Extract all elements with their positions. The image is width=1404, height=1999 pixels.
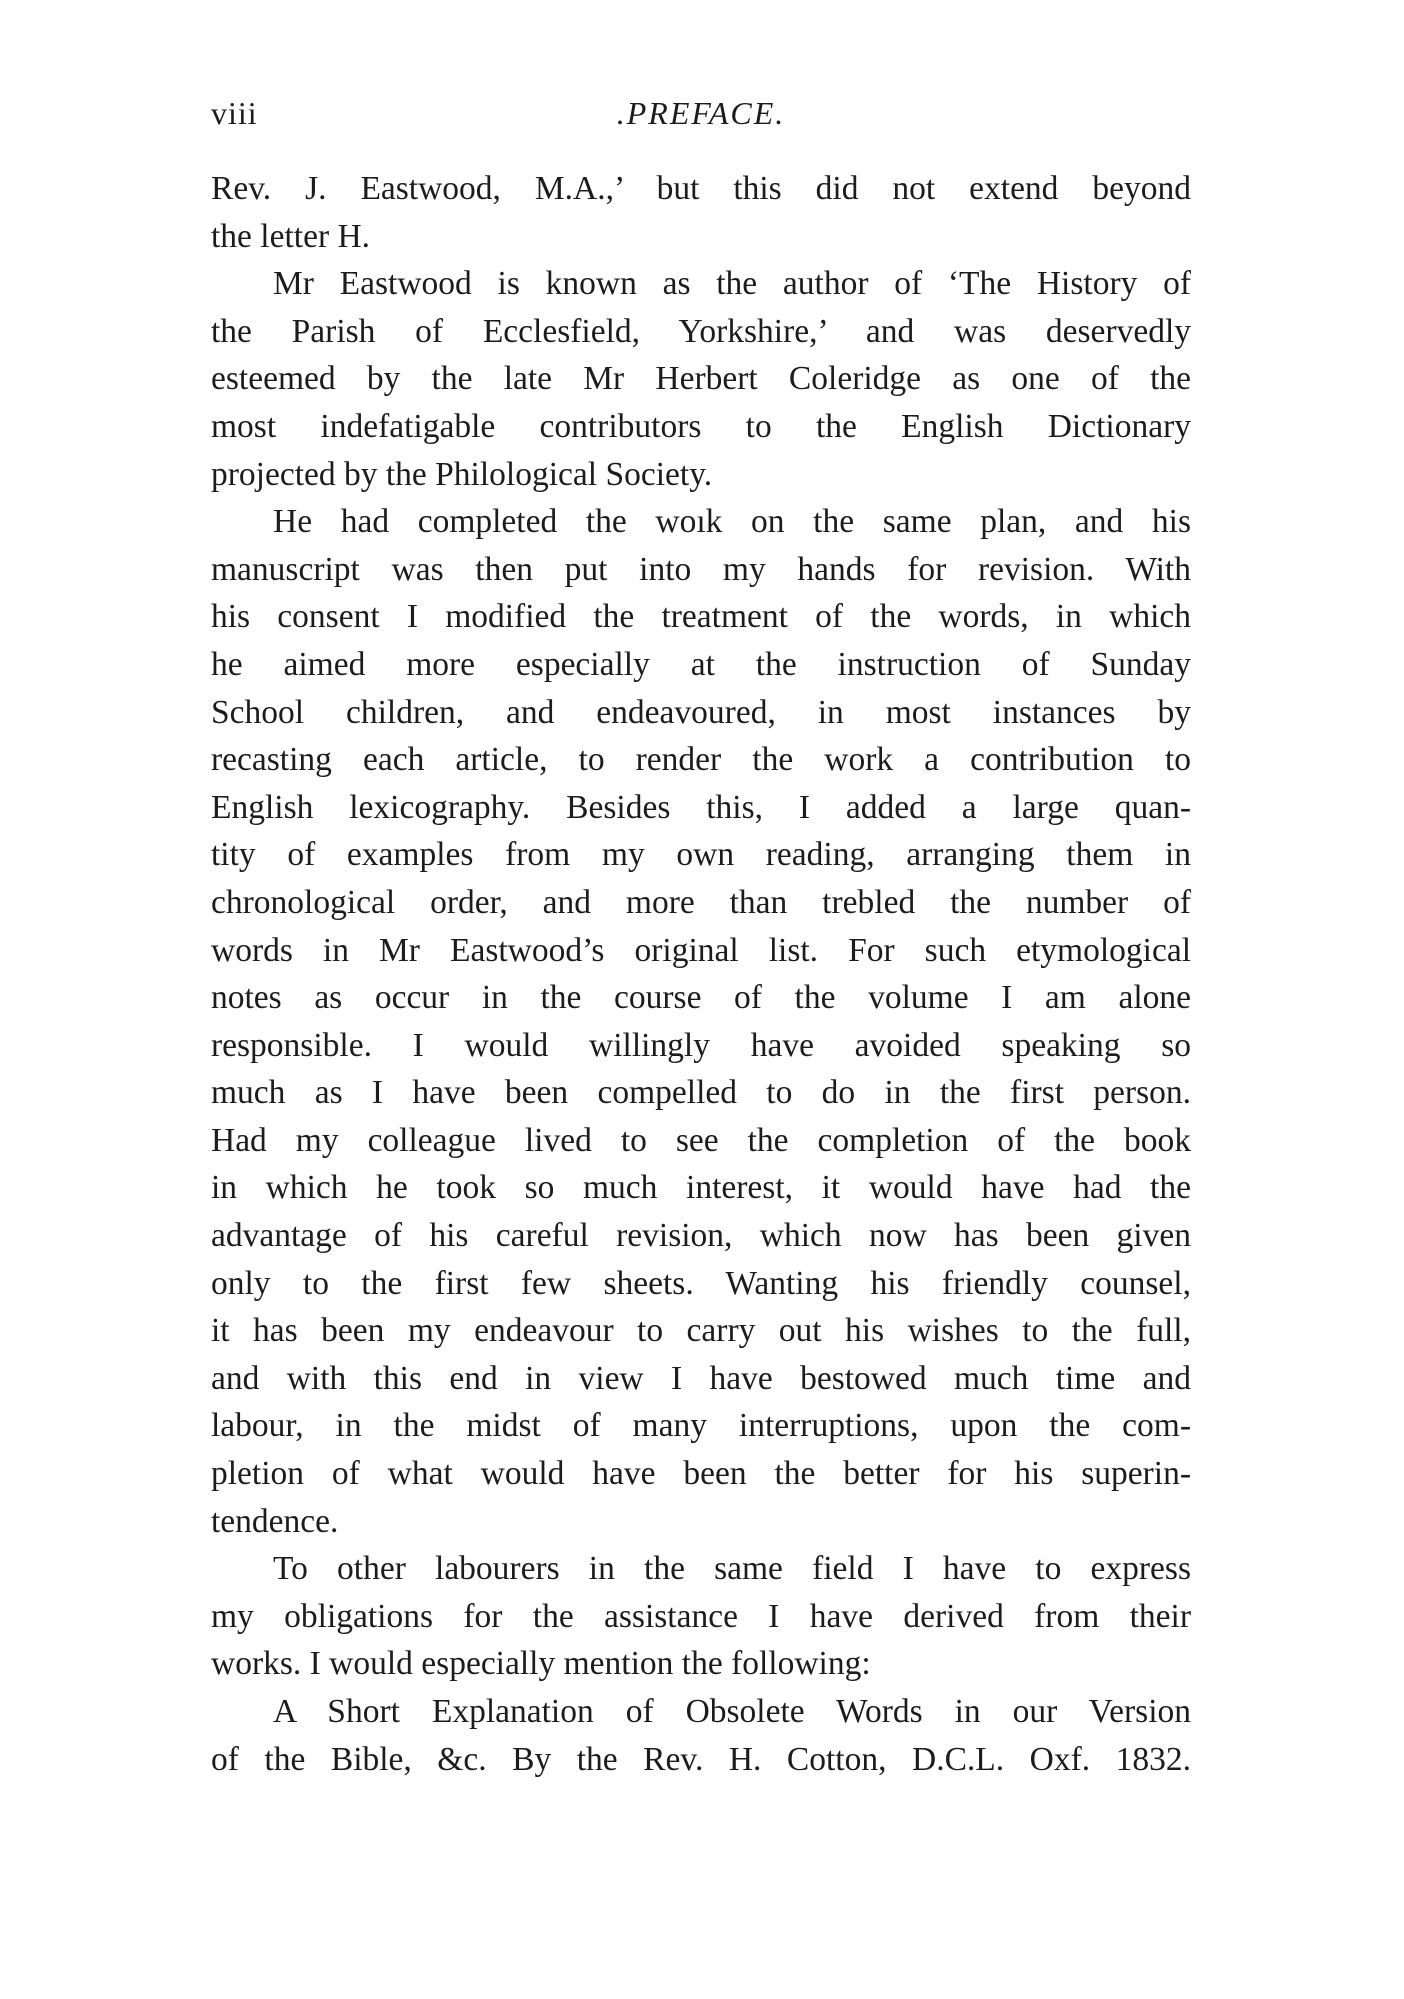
text-line: chronological order, and more than trebled the number of [211,883,1191,921]
text-line: recasting each article, to render the work a contribution to [211,741,1191,779]
text-line: words in Mr Eastwood’s original list. For such etymological [211,931,1191,969]
text-line: labour, in the midst of many interruptions, upon the com- [211,1407,1191,1445]
text-line: my obligations for the assistance I have derived from their [211,1597,1191,1635]
text-line: he aimed more especially at the instruction of Sunday [211,645,1191,683]
text-line: works. I would especially mention the following: [211,1645,871,1683]
text-line: and with this end in view I have bestowed much time and [211,1359,1191,1397]
text-line: of the Bible, &c. By the Rev. H. Cotton, D.C.L. Oxf. 1832. [211,1740,1191,1778]
text-line: He had completed the woık on the same plan, and his [273,503,1191,541]
text-line: it has been my endeavour to carry out his wishes to the full, [211,1312,1191,1350]
text-line: advantage of his careful revision, which now has been given [211,1217,1191,1255]
text-line: most indefatigable contributors to the English Dictionary [211,407,1191,445]
text-line: projected by the Philological Society. [211,455,713,493]
text-line: Had my colleague lived to see the completion of the book [211,1121,1191,1159]
text-line: his consent I modified the treatment of the words, in which [211,598,1191,636]
text-line: A Short Explanation of Obsolete Words in our Version [273,1693,1191,1730]
text-line: tity of examples from my own reading, arranging them in [211,836,1191,874]
text-line: School children, and endeavoured, in most instances by [211,693,1191,731]
text-line: English lexicography. Besides this, I added a large quan- [211,788,1191,826]
text-line: much as I have been compelled to do in the first person. [211,1074,1191,1112]
page-number: viii [211,95,258,131]
text-line: notes as occur in the course of the volume I am alone [211,979,1191,1017]
text-line: the letter H. [211,217,371,255]
text-line: manuscript was then put into my hands for revision. With [211,550,1191,588]
page-header [211,95,1191,135]
text-line: To other labourers in the same field I have to express [273,1550,1191,1588]
text-line: Mr Eastwood is known as the author of ‘The History of [273,265,1191,303]
text-line: Rev. J. Eastwood, M.A.,’ but this did not extend beyond [211,170,1191,207]
text-line: in which he took so much interest, it would have had the [211,1169,1191,1207]
text-line: responsible. I would willingly have avoided speaking so [211,1026,1191,1064]
text-line: esteemed by the late Mr Herbert Coleridge as one of the [211,360,1191,398]
text-line: tendence. [211,1502,339,1540]
text-line: pletion of what would have been the better for his superin- [211,1455,1191,1493]
running-head: .PREFACE. [616,95,786,131]
text-line: the Parish of Ecclesfield, Yorkshire,’ and was deservedly [211,312,1191,350]
text-line: only to the first few sheets. Wanting his friendly counsel, [211,1264,1191,1302]
preface-body-text [211,165,1191,1783]
